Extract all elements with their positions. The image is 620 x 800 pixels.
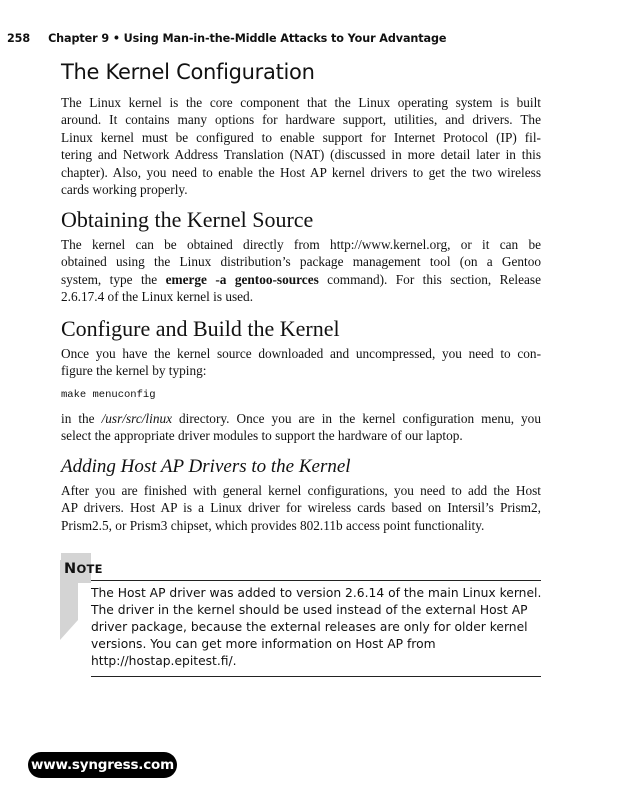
text-line: around. It contains many options for hardware support, utilities, and drivers. The xyxy=(61,112,541,128)
note-title-rest: OTE xyxy=(76,562,103,576)
section-title-kernel-configuration: The Kernel Configuration xyxy=(61,60,315,84)
text-line: After you are finished with general kernel configurations, you need to add the Host xyxy=(61,483,541,498)
note-line: The Host AP driver was added to version 2.6.14 of the main Linux kernel. xyxy=(91,586,542,600)
note-body xyxy=(91,585,541,670)
text-line: tering and Network Address Translation (NAT) (discussed in more detail later in this xyxy=(61,147,541,163)
paragraph-configure-kernel xyxy=(61,345,541,380)
running-header xyxy=(7,32,446,45)
note-line: versions. You can get more information on Host AP from xyxy=(91,637,436,651)
command-text: emerge -a gentoo-sources xyxy=(165,271,319,287)
text-line: 2.6.17.4 of the Linux kernel is used. xyxy=(61,289,254,305)
note-line: The driver in the kernel should be used instead of the external Host AP xyxy=(91,603,528,617)
footer-website-link[interactable]: www.syngress.com xyxy=(28,752,177,778)
text-line: Once you have the kernel source downloaded and uncompressed, you need to con- xyxy=(61,346,541,361)
paragraph-obtaining-kernel-source xyxy=(61,236,541,306)
text-run: directory. Once you are in the kernel configuration menu, you xyxy=(172,411,541,426)
text-line: select the appropriate driver modules to support the hardware of our laptop. xyxy=(61,428,463,444)
section-title-adding-host-ap: Adding Host AP Drivers to the Kernel xyxy=(61,456,351,477)
text-line: AP drivers. Host AP is a Linux driver for wireless cards based on Intersil’s Prism2, xyxy=(61,500,541,516)
section-title-configure-build-kernel: Configure and Build the Kernel xyxy=(61,316,340,341)
text-run: system, type the xyxy=(61,271,166,287)
text-line xyxy=(61,410,541,427)
text-line: The Linux kernel is the core component that the Linux operating system is built xyxy=(61,95,541,110)
text-line: Prism2.5, or Prism3 chipset, which provides 802.11b access point functionality. xyxy=(61,517,485,533)
note-title xyxy=(64,561,103,577)
text-run: in the xyxy=(61,411,102,426)
note-bottom-rule xyxy=(91,676,541,677)
text-line: cards working properly. xyxy=(61,182,188,198)
paragraph-kernel-configuration xyxy=(61,94,541,198)
chapter-title: Chapter 9 • Using Man-in-the-Middle Attacks to Your Advantage xyxy=(48,32,447,45)
text-line: The kernel can be obtained directly from http://www.kernel.org, or it can be xyxy=(61,237,541,252)
path-text: /usr/src/linux xyxy=(101,411,173,426)
note-top-rule xyxy=(91,580,541,581)
page-number: 258 xyxy=(7,32,31,45)
text-line xyxy=(61,271,541,288)
text-line: figure the kernel by typing: xyxy=(61,363,207,379)
note-title-initial: N xyxy=(64,561,77,577)
section-title-obtaining-kernel-source: Obtaining the Kernel Source xyxy=(61,207,314,232)
paragraph-kernel-menu xyxy=(61,410,541,445)
text-run: command). For this section, Release xyxy=(318,271,541,287)
text-line: obtained using the Linux distribution’s package management tool (on a Gentoo xyxy=(61,254,541,270)
note-line: driver package, because the external releases are only for older kernel xyxy=(91,620,528,634)
text-line: Linux kernel must be configured to enable support for Internet Protocol (IP) fil- xyxy=(61,129,541,145)
note-link[interactable]: http://hostap.epitest.fi/. xyxy=(91,654,237,668)
paragraph-host-ap xyxy=(61,482,541,534)
code-snippet: make menuconfig xyxy=(61,389,156,401)
text-line: chapter). Also, you need to enable the Host AP kernel drivers to get the two wireless xyxy=(61,164,541,180)
